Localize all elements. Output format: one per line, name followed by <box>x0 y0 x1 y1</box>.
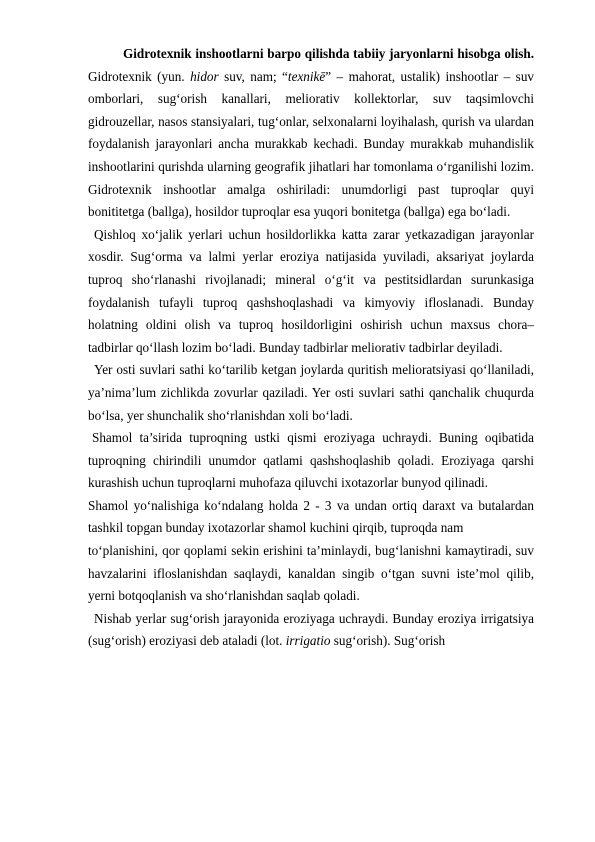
text-run: sug‘orish). Sug‘orish <box>330 633 446 649</box>
text-run: suv, nam; “ <box>218 68 288 84</box>
paragraph-heading: Gidrotexnik inshootlarni barpo qilishda tabiiy jaryonlarni hisobga olish. <box>123 46 534 61</box>
paragraph-heading-intro <box>88 43 534 224</box>
document-page <box>88 43 534 653</box>
paragraph-agriculture: Qishloq xo‘jalik yerlari uchun hosildorlikka katta zarar yetkazadigan jarayonlar xosdir. Sug‘orma va lalmi yerlar eroziya natijasida yuviladi, aksariyat joylarda tuproq sho‘rlanashi rivojlanadi; mineral o‘g‘it va pestitsidlardan surunkasiga foydalanish tufayli tuproq qashshoqlashadi va kimyoviy ifloslanadi. Bunday holatning oldini olish va tuproq hosildorligini oshirish uchun maxsus chora–tadbirlar qo‘llash lozim bo‘ladi. Bunday tadbirlar meliorativ tadbirlar deyiladi. <box>88 226 534 355</box>
paragraph-drainage: Yer osti suvlari sathi ko‘tarilib ketgan joylarda quritish melioratsiyasi qo‘llaniladi, ya’nima’lum zichlikda zovurlar qaziladi. Yer osti suvlari sathi qanchalik chuqurda bo‘lsa, yer shunchalik sho‘rlanishdan xoli bo‘ladi. <box>88 362 534 423</box>
italic-term: texnikē <box>287 68 326 84</box>
italic-term: hidor <box>190 68 219 84</box>
text-run: Gidrotexnik (yun. <box>88 68 191 84</box>
paragraph-wind-erosion: Shamol ta’sirida tuproqning ustki qismi eroziyaga uchraydi. Buning oqibatida tuproqning chirindili unumdor qatlami qashshoqlashib qoladi. Eroziyaga qarshi kurashish uchun tuproqlarni muhofaza qiluvchi ixotazorlar bunyod qilinadi. <box>88 430 534 491</box>
paragraph-windbreaks-b: to‘planishini, qor qoplami sekin erishini ta’minlaydi, bug‘lanishni kamaytiradi, suv havzalarini ifloslanishdan saqlaydi, kanaldan singib o‘tgan suvni iste’mol qilib, yerni botqoqlanish va sho‘rlanishdan saqlab qoladi. <box>88 543 534 604</box>
paragraph-windbreaks-a: Shamol yo‘nalishiga ko‘ndalang holda 2 - 3 va undan ortiq daraxt va butalardan tashkil topgan bunday ixotazorlar shamol kuchini qirqib, tuproqda nam <box>88 497 534 536</box>
italic-term: irrigatio <box>285 633 331 649</box>
text-run: Nishab yerlar sug‘orish jarayonida eroziyaga uchraydi. Bunday eroziya irrigatsiya (sug‘orish) eroziyasi deb ataladi (lot. <box>88 610 534 649</box>
paragraph-irrigation-erosion <box>88 608 534 653</box>
text-run: ” – mahorat, ustalik) inshootlar – suv omborlari, sug‘orish kanallari, meliorativ kollektorlar, suv taqsimlovchi gidrouzellar, nasos stansiyalari, tug‘onlar, selxonalarni loyihalash, qurish va ulardan foydalanish jarayonlari ancha murakkab kechadi. Bunday murakkab muhandislik inshootlarini qurishda ularning geografik jihatlari har tomonlama o‘rganilishi lozim. Gidrotexnik inshootlar amalga oshiriladi: unumdorligi past tuproqlar quyi bonititetga (ballga), hosildor tuproqlar esa yuqori bonitetga (ballga) ega bo‘ladi. <box>88 68 535 220</box>
